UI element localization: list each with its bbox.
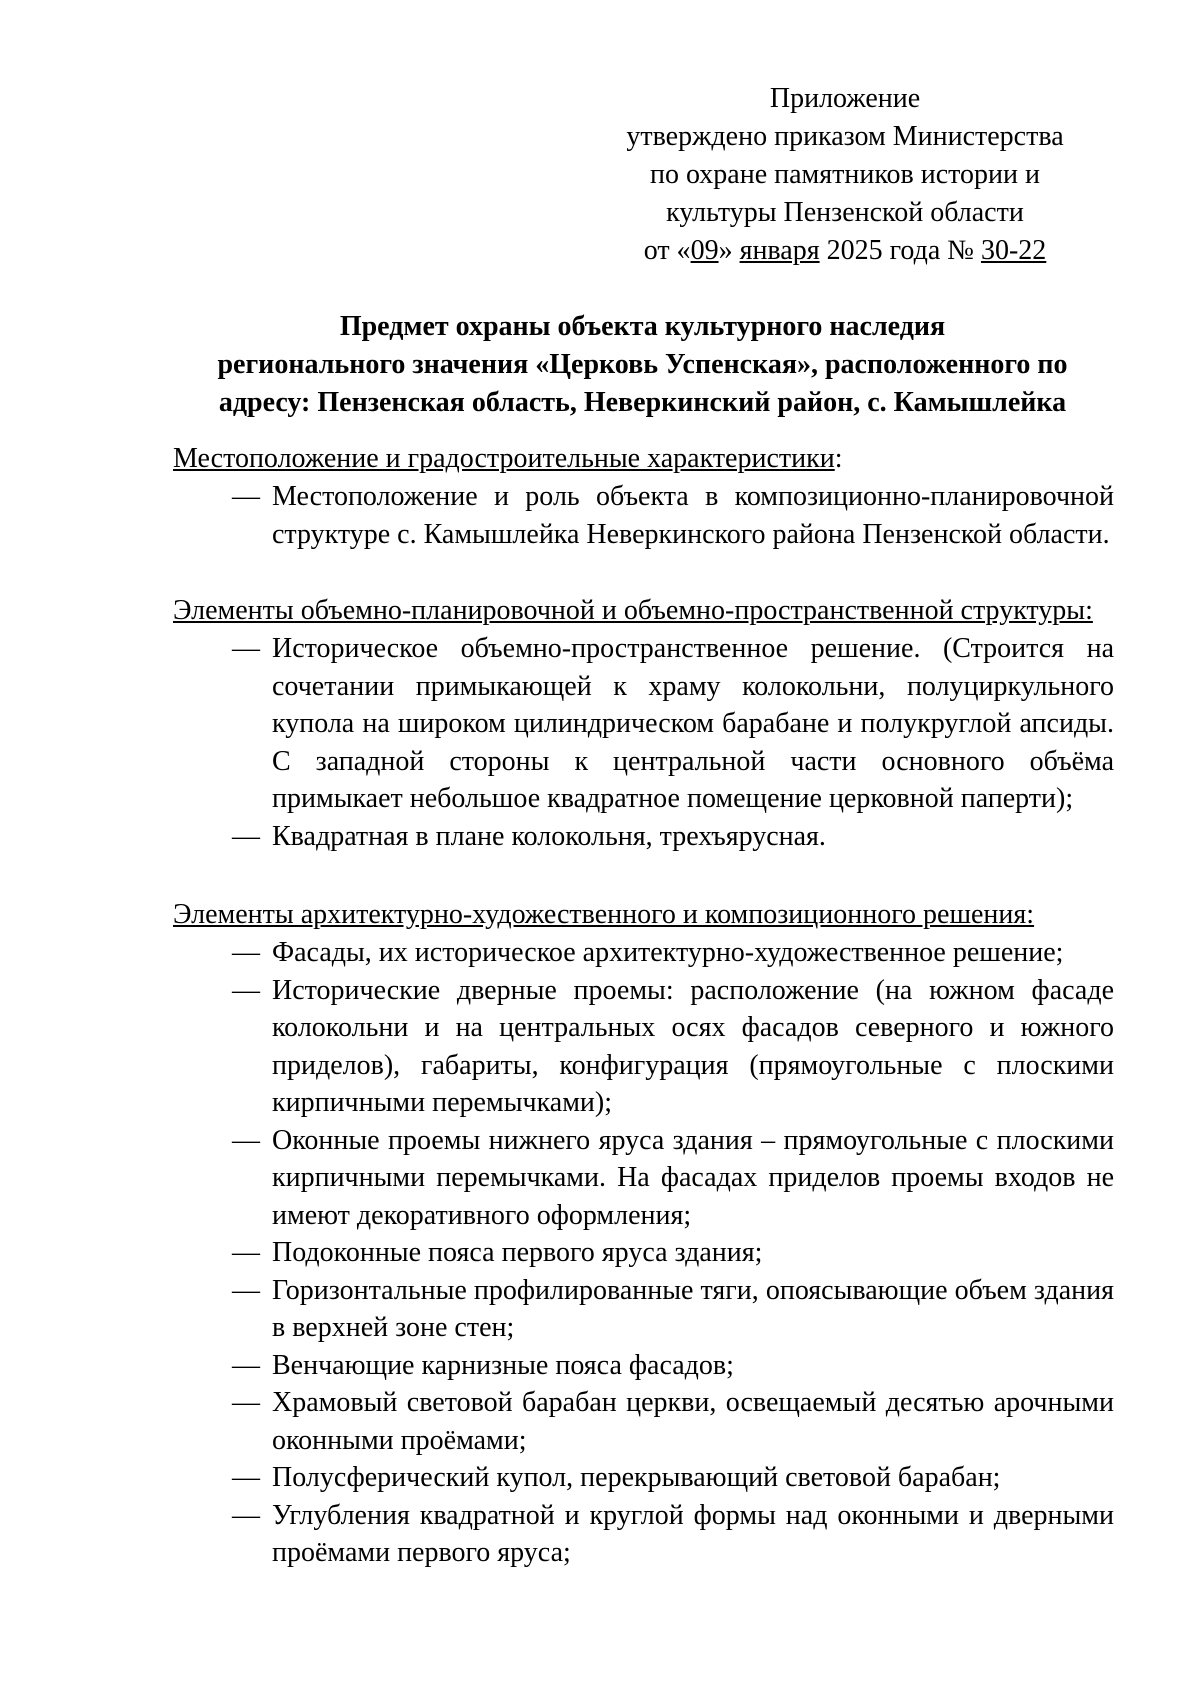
approval-block	[610, 80, 1080, 270]
list-item	[232, 1384, 1114, 1459]
title-line-2: регионального значения «Церковь Успенская», расположенного по	[217, 349, 1068, 380]
dash-marker: —	[232, 974, 260, 1006]
list-item-text: Храмовый световой барабан церкви, освещаемый десятью арочными оконными проёмами;	[272, 1387, 1114, 1456]
section-list-location	[232, 478, 1114, 553]
approval-line-4: культуры Пензенской области	[666, 197, 1024, 228]
dash-marker: —	[232, 1462, 260, 1493]
date-mid-1: »	[718, 235, 740, 266]
approval-line-2: утверждено приказом Министерства	[626, 121, 1064, 152]
list-item	[232, 1122, 1114, 1235]
dash-marker: —	[232, 1499, 260, 1531]
section-heading-colon: :	[834, 443, 843, 474]
list-item-text: Полусферический купол, перекрывающий световой барабан;	[272, 1462, 1001, 1493]
date-day: 09	[690, 235, 719, 266]
list-item	[232, 1347, 1114, 1385]
section-list-volume-structure	[232, 630, 1114, 855]
dash-marker: —	[232, 820, 260, 852]
list-item-text: Местоположение и роль объекта в композиционно-планировочной структуре с. Камышлейка Неверкинского района Пензенской области.	[272, 481, 1114, 550]
section-heading-architecture	[173, 896, 1034, 934]
date-month: января	[739, 235, 820, 266]
list-item	[232, 630, 1114, 818]
list-item-text: Квадратная в плане колокольня, трехъярусная.	[272, 820, 826, 852]
dash-marker: —	[232, 1274, 260, 1306]
section-heading-text: Местоположение и градостроительные характеристики	[173, 443, 835, 474]
list-item-text: Углубления квадратной и круглой формы над оконными и дверными проёмами первого яруса;	[272, 1499, 1114, 1568]
order-number: 30-22	[980, 235, 1047, 266]
list-item-text: Фасады, их историческое архитектурно-художественное решение;	[272, 937, 1064, 968]
approval-date-line	[610, 232, 1080, 270]
approval-line-3: по охране памятников истории и	[650, 159, 1040, 190]
dash-marker: —	[232, 481, 260, 512]
document-title	[150, 308, 1135, 422]
list-item-text: Подоконные пояса первого яруса здания;	[272, 1237, 763, 1268]
dash-marker: —	[232, 1237, 260, 1268]
dash-marker: —	[232, 1349, 260, 1381]
date-prefix: от «	[643, 235, 691, 266]
section-heading-volume-structure	[173, 592, 1093, 630]
list-item-text: Венчающие карнизные пояса фасадов;	[272, 1349, 734, 1381]
section-list-architecture	[232, 934, 1114, 1572]
dash-marker: —	[232, 1124, 260, 1156]
title-line-3: адресу: Пензенская область, Неверкинский район, с. Камышлейка	[218, 387, 1067, 418]
list-item-text: Горизонтальные профилированные тяги, опоясывающие объем здания в верхней зоне стен;	[272, 1274, 1114, 1343]
list-item	[232, 818, 1114, 856]
title-line-1: Предмет охраны объекта культурного наследия	[339, 311, 946, 342]
dash-marker: —	[232, 1387, 260, 1418]
list-item	[232, 1459, 1114, 1497]
list-item-text: Оконные проемы нижнего яруса здания – прямоугольные с плоскими кирпичными перемычками. На фасадах приделов проемы входов не имеют декоративного оформления;	[272, 1124, 1114, 1231]
list-item	[232, 934, 1114, 972]
dash-marker: —	[232, 633, 260, 664]
section-heading-location	[173, 440, 843, 478]
date-mid-2: 2025 года №	[819, 235, 981, 266]
section-heading-text: Элементы архитектурно-художественного и композиционного решения:	[173, 899, 1035, 930]
section-heading-text: Элементы объемно-планировочной и объемно-пространственной структуры:	[173, 595, 1093, 626]
list-item	[232, 478, 1114, 553]
list-item-text: Исторические дверные проемы: расположение (на южном фасаде колокольни и на центральных осях фасадов северного и южного приделов), габариты, конфигурация (прямоугольные с плоскими кирпичными перемычками);	[272, 974, 1114, 1118]
list-item	[232, 1234, 1114, 1272]
list-item-text: Историческое объемно-пространственное решение. (Строится на сочетании примыкающей к храму колокольни, полуциркульного купола на широком цилиндрическом барабане и полукруглой апсиды. С западной стороны к центральной части основного объёма примыкает небольшое квадратное помещение церковной паперти);	[272, 633, 1114, 814]
list-item	[232, 972, 1114, 1122]
approval-line-1: Приложение	[769, 83, 921, 114]
list-item	[232, 1272, 1114, 1347]
dash-marker: —	[232, 937, 260, 968]
list-item	[232, 1497, 1114, 1572]
